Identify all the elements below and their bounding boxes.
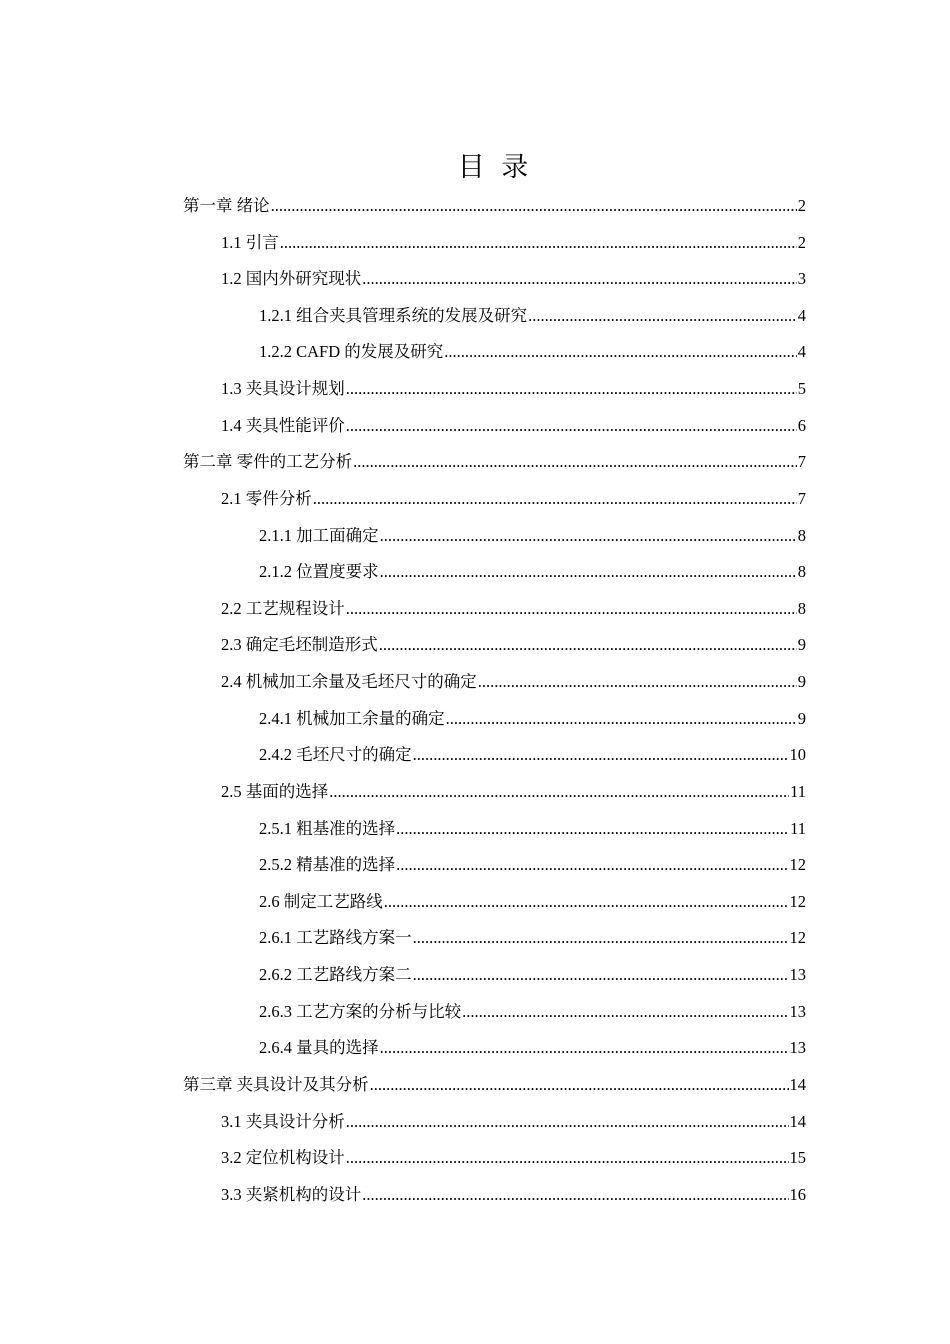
toc-entry-text: 2.6.1 工艺路线方案一	[259, 928, 412, 948]
toc-entry-text: 1.2.1 组合夹具管理系统的发展及研究	[259, 305, 528, 325]
toc-entry[interactable]	[259, 960, 806, 986]
toc-dot-leader	[329, 781, 789, 803]
toc-dot-leader	[413, 744, 789, 766]
toc-entry-text: 2.4 机械加工余量及毛坯尺寸的确定	[221, 672, 477, 692]
toc-entry[interactable]	[221, 1143, 806, 1169]
toc-entry-text: 1.2 国内外研究现状	[221, 269, 362, 289]
toc-entry[interactable]	[259, 301, 806, 327]
toc-entry[interactable]	[259, 887, 806, 913]
toc-entry-page: 5	[797, 379, 806, 399]
toc-entry[interactable]	[221, 374, 806, 400]
toc-entry[interactable]	[221, 264, 806, 290]
toc-entry-page: 13	[789, 1038, 806, 1058]
toc-dot-leader	[380, 1037, 789, 1059]
toc-dot-leader	[271, 195, 797, 217]
toc-dot-leader	[313, 488, 797, 510]
toc-entry-page: 2	[797, 232, 806, 252]
toc-entry-page: 4	[797, 305, 806, 325]
toc-entry-page: 6	[797, 415, 806, 435]
toc-entry[interactable]	[183, 1070, 806, 1096]
toc-entry-text: 2.1 零件分析	[221, 488, 312, 508]
toc-entry-text: 2.4.1 机械加工余量的确定	[259, 708, 445, 728]
toc-entry[interactable]	[221, 594, 806, 620]
toc-dot-leader	[413, 964, 789, 986]
toc-entry[interactable]	[259, 337, 806, 363]
toc-entry-page: 13	[789, 1001, 806, 1021]
toc-dot-leader	[346, 598, 797, 620]
toc-entry-page: 15	[789, 1148, 806, 1168]
toc-dot-leader	[462, 1001, 788, 1023]
toc-entry-page: 11	[790, 818, 806, 838]
toc-dot-leader	[396, 854, 788, 876]
toc-entry[interactable]	[259, 814, 806, 840]
toc-dot-leader	[362, 1184, 788, 1206]
toc-entry-page: 4	[797, 342, 806, 362]
toc-entry-text: 第一章 绪论	[183, 196, 270, 215]
toc-entry-page: 12	[789, 855, 806, 875]
toc-entry-page: 8	[797, 562, 806, 582]
toc-entry-text: 第二章 零件的工艺分析	[183, 452, 353, 472]
toc-entry[interactable]	[183, 447, 806, 473]
toc-entry-text: 1.3 夹具设计规划	[221, 379, 345, 399]
toc-dot-leader	[478, 671, 797, 693]
toc-dot-leader	[380, 525, 797, 547]
toc-dot-leader	[413, 927, 789, 949]
toc-dot-leader	[353, 451, 797, 473]
toc-dot-leader	[346, 378, 797, 400]
toc-entry-text: 2.6.4 量具的选择	[259, 1038, 379, 1058]
toc-entry-text: 2.2 工艺规程设计	[221, 598, 345, 618]
toc-entry-page: 12	[789, 891, 806, 911]
toc-title: 目 录	[457, 152, 533, 183]
toc-entry-text: 2.4.2 毛坯尺寸的确定	[259, 745, 412, 765]
toc-dot-leader	[379, 634, 797, 656]
toc-entry-page: 14	[789, 1074, 806, 1094]
toc-entry-text: 2.6 制定工艺路线	[259, 891, 383, 911]
toc-entry[interactable]	[259, 923, 806, 949]
toc-dot-leader	[396, 818, 789, 840]
toc-entry-text: 1.4 夹具性能评价	[221, 415, 345, 435]
toc-dot-leader	[444, 341, 796, 363]
toc-entry[interactable]	[259, 740, 806, 766]
toc-entry-page: 14	[789, 1111, 806, 1131]
toc-entry[interactable]	[259, 1033, 806, 1059]
toc-entry[interactable]	[259, 850, 806, 876]
toc-entry[interactable]	[221, 630, 806, 656]
toc-entry-text: 3.3 夹紧机构的设计	[221, 1184, 362, 1204]
toc-entry-text: 3.2 定位机构设计	[221, 1148, 345, 1168]
toc-entry-page: 9	[797, 672, 806, 692]
toc-entry-text: 2.5.2 精基准的选择	[259, 855, 396, 875]
toc-entry-text: 1.2.2 CAFD 的发展及研究	[259, 342, 444, 362]
toc-entry[interactable]	[221, 411, 806, 437]
toc-dot-leader	[346, 1147, 789, 1169]
toc-entry-page: 11	[790, 781, 806, 801]
toc-entry[interactable]	[221, 1107, 806, 1133]
toc-entry[interactable]	[221, 228, 806, 254]
toc-entry[interactable]	[183, 191, 806, 217]
toc-entry[interactable]	[259, 997, 806, 1023]
toc-entry[interactable]	[221, 777, 806, 803]
toc-dot-leader	[362, 268, 797, 290]
toc-entry-page: 7	[797, 488, 806, 508]
toc-entry-text: 2.1.2 位置度要求	[259, 562, 379, 582]
toc-entry-page: 9	[797, 635, 806, 655]
toc-entry-page: 2	[797, 196, 806, 215]
toc-entry-text: 第三章 夹具设计及其分析	[183, 1074, 369, 1094]
toc-entry-page: 8	[797, 598, 806, 618]
toc-dot-leader	[346, 415, 797, 437]
toc-entry-text: 2.5 基面的选择	[221, 781, 329, 801]
toc-entry-page: 3	[797, 269, 806, 289]
toc-entry-text: 3.1 夹具设计分析	[221, 1111, 345, 1131]
toc-entry-text: 2.1.1 加工面确定	[259, 525, 379, 545]
toc-entry-page: 10	[789, 745, 806, 765]
toc-entry-text: 1.1 引言	[221, 232, 279, 252]
toc-entry-page: 9	[797, 708, 806, 728]
toc-entry[interactable]	[259, 557, 806, 583]
toc-dot-leader	[446, 708, 797, 730]
toc-entry[interactable]	[221, 1180, 806, 1206]
toc-entry[interactable]	[221, 484, 806, 510]
toc-dot-leader	[346, 1111, 789, 1133]
toc-entry-text: 2.6.2 工艺路线方案二	[259, 965, 412, 985]
toc-entry-page: 8	[797, 525, 806, 545]
toc-dot-leader	[528, 305, 797, 327]
toc-entry-page: 13	[789, 965, 806, 985]
toc-entry-page: 7	[797, 452, 806, 472]
toc-entry[interactable]	[221, 667, 806, 693]
toc-dot-leader	[384, 891, 789, 913]
toc-dot-leader	[370, 1074, 789, 1096]
toc-entry-text: 2.5.1 粗基准的选择	[259, 818, 396, 838]
toc-entry-text: 2.6.3 工艺方案的分析与比较	[259, 1001, 462, 1021]
toc-entry[interactable]	[259, 704, 806, 730]
toc-entry-text: 2.3 确定毛坯制造形式	[221, 635, 378, 655]
toc-entry[interactable]	[259, 521, 806, 547]
toc-entry-page: 12	[789, 928, 806, 948]
toc-dot-leader	[280, 232, 797, 254]
toc-entry-page: 16	[789, 1184, 806, 1204]
toc-dot-leader	[380, 561, 797, 583]
